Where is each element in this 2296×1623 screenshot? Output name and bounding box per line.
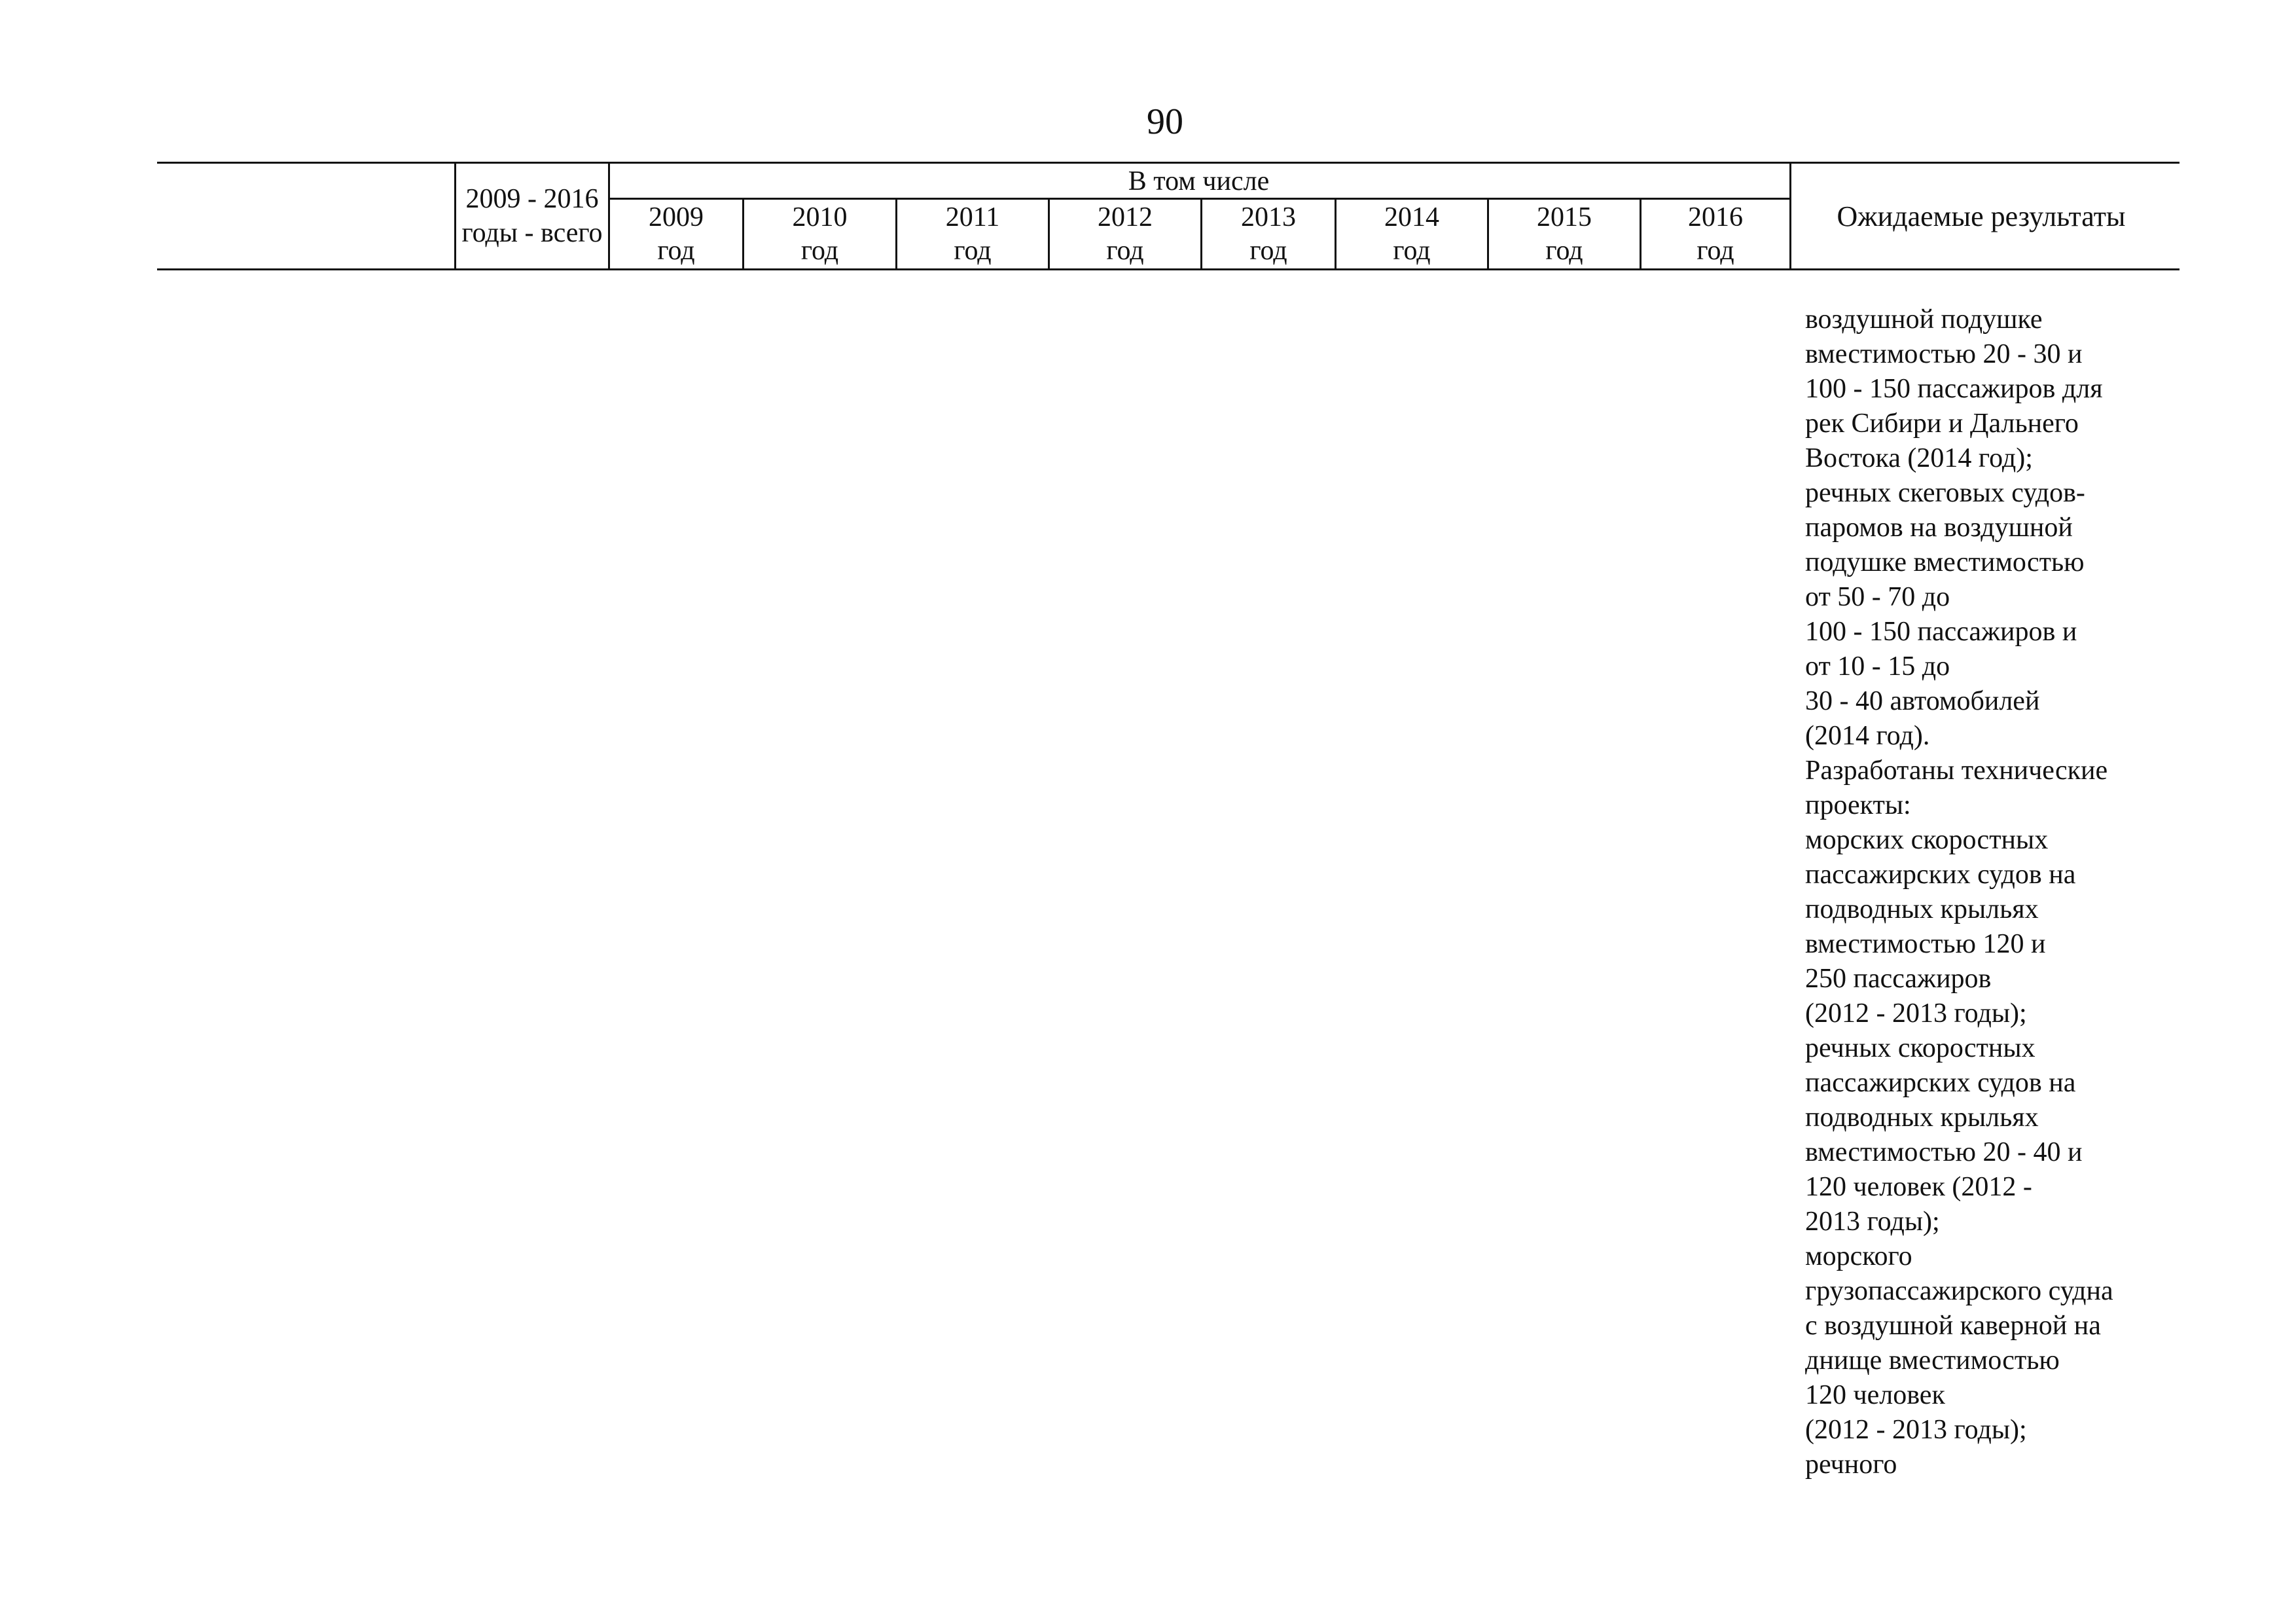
header-year-2015 xyxy=(1489,200,1640,268)
page-number: 90 xyxy=(1147,101,1183,142)
year-unit: год xyxy=(1545,235,1583,266)
expected-results-text: воздушной подушке вместимостью 20 - 30 и 100 - 150 пассажиров для рек Сибири и Дальнего Востока (2014 год); речных скеговых судов- паромов на воздушной подушке вместимостью от 50 - 70 до 100 - 150 пассажиров и от 10 - 15 до 30 - 40 автомобилей (2014 год). Разработаны технические проекты: морских скоростных пассажирских судов на подводных крыльях вместимостью 120 и 250 пассажиров (2012 - 2013 годы); речных скоростных пассажирских судов на подводных крыльях вместимостью 20 - 40 и 120 человек (2012 - 2013 годы); морского грузопассажирского судна с воздушной каверной на днище вместимостью 120 человек (2012 - 2013 годы); речного xyxy=(1805,304,2113,1480)
year-unit: год xyxy=(1393,235,1431,266)
header-year-2010 xyxy=(744,200,895,268)
year-label: 2015 xyxy=(1537,202,1592,233)
year-label: 2012 xyxy=(1098,202,1153,233)
year-label: 2014 xyxy=(1384,202,1439,233)
header-total-line1: 2009 - 2016 xyxy=(465,183,599,214)
header-total-years xyxy=(456,164,608,268)
header-total-line2: годы - всего xyxy=(461,218,603,248)
year-unit: год xyxy=(954,235,992,266)
header-year-2014 xyxy=(1336,200,1487,268)
year-label: 2010 xyxy=(792,202,848,233)
year-unit: год xyxy=(1106,235,1144,266)
year-unit: год xyxy=(800,235,839,266)
header-expected-results: Ожидаемые результаты xyxy=(1837,200,2126,232)
header-including: В том числе xyxy=(1128,166,1270,196)
header-year-2012 xyxy=(1050,200,1200,268)
year-unit: год xyxy=(657,235,695,266)
year-unit: год xyxy=(1249,235,1287,266)
year-unit: год xyxy=(1696,235,1734,266)
year-label: 2016 xyxy=(1688,202,1743,233)
table-bottom-rule xyxy=(157,268,2179,270)
header-year-2013 xyxy=(1202,200,1335,268)
year-label: 2011 xyxy=(945,202,1000,233)
year-label: 2013 xyxy=(1241,202,1296,233)
header-year-2011 xyxy=(897,200,1048,268)
year-label: 2009 xyxy=(649,202,704,233)
header-year-2016 xyxy=(1641,200,1789,268)
header-year-2009 xyxy=(610,200,742,268)
